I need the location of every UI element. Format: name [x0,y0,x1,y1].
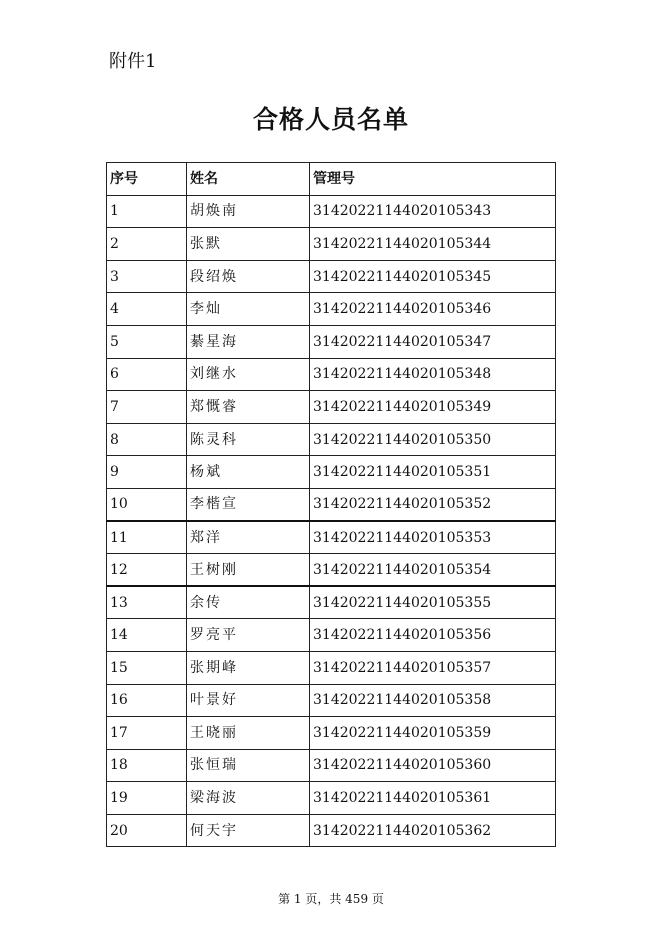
header-management-number: 管理号 [310,163,556,196]
header-name: 姓名 [187,163,310,196]
row-management-number: 31420221144020105362 [310,814,556,847]
table-row [107,717,556,750]
row-name: 陈灵科 [187,423,310,456]
row-name: 胡焕南 [187,195,310,228]
row-serial-number: 8 [107,423,187,456]
row-name: 王晓丽 [187,717,310,750]
row-management-number: 31420221144020105346 [310,293,556,326]
table-row [107,488,556,521]
row-serial-number: 15 [107,651,187,684]
row-management-number: 31420221144020105350 [310,423,556,456]
row-name: 杨斌 [187,456,310,489]
header-serial-number: 序号 [107,163,187,196]
row-management-number: 31420221144020105343 [310,195,556,228]
row-management-number: 31420221144020105354 [310,554,556,587]
row-serial-number: 2 [107,228,187,261]
table-row [107,521,556,554]
table-row [107,456,556,489]
row-management-number: 31420221144020105359 [310,717,556,750]
row-management-number: 31420221144020105356 [310,619,556,652]
table-row [107,293,556,326]
page-title: 合格人员名单 [252,105,409,134]
row-serial-number: 5 [107,325,187,358]
row-name: 张默 [187,228,310,261]
row-serial-number: 17 [107,717,187,750]
row-management-number: 31420221144020105352 [310,488,556,521]
table-row [107,325,556,358]
row-name: 郑慨睿 [187,391,310,424]
table-row [107,391,556,424]
table-row [107,195,556,228]
row-serial-number: 3 [107,260,187,293]
table-row [107,684,556,717]
row-name: 郑洋 [187,521,310,554]
row-serial-number: 13 [107,586,187,619]
row-management-number: 31420221144020105358 [310,684,556,717]
row-name: 王树刚 [187,554,310,587]
row-management-number: 31420221144020105361 [310,782,556,815]
row-management-number: 31420221144020105348 [310,358,556,391]
row-management-number: 31420221144020105347 [310,325,556,358]
table-row [107,814,556,847]
row-name: 张恒瑞 [187,749,310,782]
row-management-number: 31420221144020105345 [310,260,556,293]
table-body [107,195,556,847]
roster-table [106,162,556,847]
row-name: 梁海波 [187,782,310,815]
table-row [107,260,556,293]
row-management-number: 31420221144020105360 [310,749,556,782]
row-management-number: 31420221144020105349 [310,391,556,424]
row-serial-number: 18 [107,749,187,782]
row-serial-number: 12 [107,554,187,587]
row-serial-number: 10 [107,488,187,521]
row-serial-number: 9 [107,456,187,489]
row-management-number: 31420221144020105344 [310,228,556,261]
page-footer: 第 1 页，共 459 页 [278,892,384,906]
row-management-number: 31420221144020105351 [310,456,556,489]
row-serial-number: 4 [107,293,187,326]
row-name: 张期峰 [187,651,310,684]
table-row [107,423,556,456]
row-management-number: 31420221144020105355 [310,586,556,619]
row-name: 余传 [187,586,310,619]
row-serial-number: 6 [107,358,187,391]
row-serial-number: 20 [107,814,187,847]
table-row [107,358,556,391]
row-serial-number: 7 [107,391,187,424]
row-serial-number: 19 [107,782,187,815]
row-management-number: 31420221144020105353 [310,521,556,554]
attachment-label: 附件1 [109,51,157,72]
row-name: 罗亮平 [187,619,310,652]
table-row [107,782,556,815]
row-name: 綦星海 [187,325,310,358]
row-serial-number: 1 [107,195,187,228]
header-row [107,163,556,196]
row-serial-number: 14 [107,619,187,652]
row-serial-number: 16 [107,684,187,717]
row-management-number: 31420221144020105357 [310,651,556,684]
row-name: 刘继水 [187,358,310,391]
table-row [107,651,556,684]
table-row [107,749,556,782]
row-name: 叶景好 [187,684,310,717]
row-name: 李灿 [187,293,310,326]
table-row [107,228,556,261]
row-name: 段绍焕 [187,260,310,293]
row-name: 李楷宣 [187,488,310,521]
row-name: 何天宇 [187,814,310,847]
row-serial-number: 11 [107,521,187,554]
table-row [107,619,556,652]
table-header [107,163,556,196]
table-row [107,586,556,619]
table-row [107,554,556,587]
